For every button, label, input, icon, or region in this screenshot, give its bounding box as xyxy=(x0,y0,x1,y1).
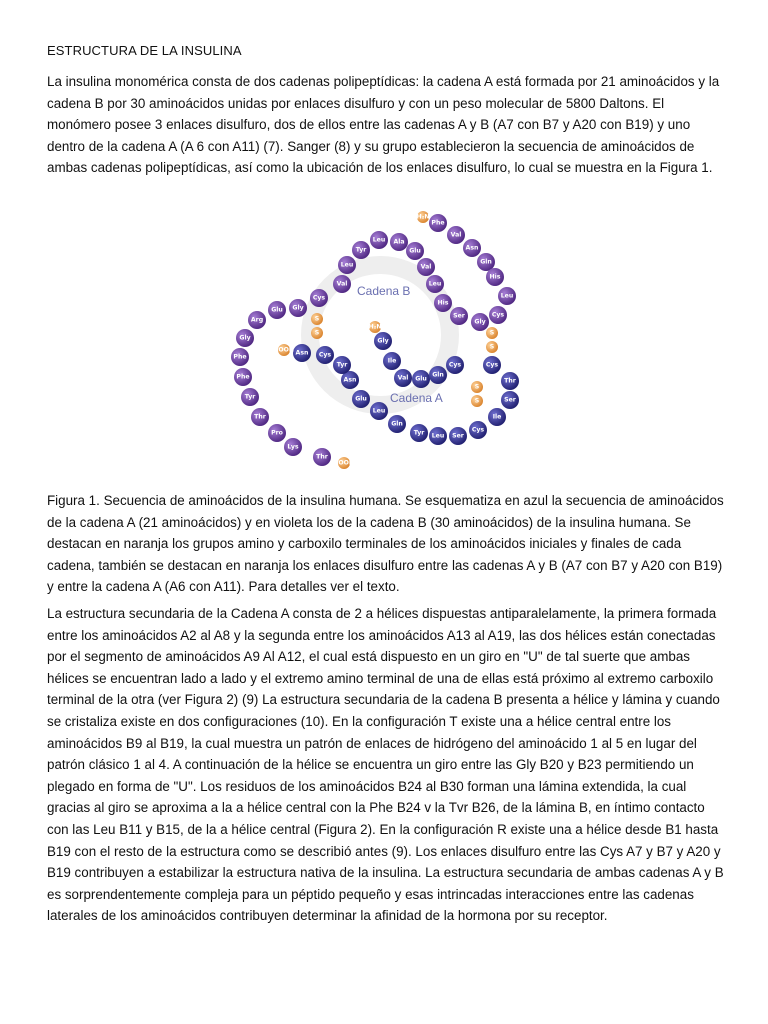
chain-a-residue-19-label: Tyr xyxy=(336,361,348,369)
ss-a6-a11-upper xyxy=(471,381,483,393)
chain-a-residue-2 xyxy=(383,352,401,370)
chain-a-residue-11-label: Cys xyxy=(471,426,485,434)
chain-a-residue-2-label: Ile xyxy=(387,357,397,365)
chain-b-residue-28 xyxy=(268,424,286,442)
chain-a-residue-10 xyxy=(488,408,506,426)
chain-b-residue-25 xyxy=(234,368,252,386)
chain-a-label: Cadena A xyxy=(390,391,443,405)
chain-a-residue-1 xyxy=(374,332,392,350)
chain-a-residue-18-label: Asn xyxy=(343,376,357,384)
chain-b-residue-19 xyxy=(310,289,328,307)
chain-b-residue-26-label: Tyr xyxy=(244,393,256,401)
chain-b-residue-18 xyxy=(333,275,351,293)
chain-b-residue-13-label: Glu xyxy=(409,247,421,255)
chain-a-residue-4 xyxy=(412,370,430,388)
chain-a-residue-6-label: Cys xyxy=(448,361,462,369)
chain-a-residue-15-label: Gln xyxy=(391,420,403,428)
chain-b-residue-19-label: Cys xyxy=(312,294,326,302)
chain-a-residue-1-label: Gly xyxy=(377,337,389,345)
chain-a-residue-14-label: Tyr xyxy=(413,429,425,437)
chain-b-amino-terminal xyxy=(416,211,429,223)
chain-b-carboxyl-terminal xyxy=(334,457,354,469)
chain-b-residue-10-label: His xyxy=(437,299,449,307)
chain-b-residue-17 xyxy=(338,256,356,274)
chain-b-amino-terminal-label: H₂N xyxy=(416,213,430,221)
chain-b-residue-30 xyxy=(313,448,331,466)
chain-a-residue-16-label: Leu xyxy=(372,407,386,415)
chain-b-residue-27-label: Thr xyxy=(254,413,266,421)
chain-a-residue-12-label: Ser xyxy=(452,432,464,440)
chain-a-residue-17 xyxy=(352,390,370,408)
ss-a20-b19-upper xyxy=(486,327,498,339)
chain-b-residue-16-label: Tyr xyxy=(355,246,367,254)
chain-a-residue-13 xyxy=(429,427,447,445)
chain-b-residue-26 xyxy=(241,388,259,406)
chain-b-residue-18-label: Val xyxy=(336,280,348,288)
chain-b-residue-23-label: Gly xyxy=(239,334,251,342)
chain-a-residue-8 xyxy=(501,372,519,390)
chain-a-amino-terminal-label: H₂N xyxy=(368,323,382,331)
ss-a6-a11-lower xyxy=(471,395,483,407)
chain-b-label: Cadena B xyxy=(357,284,411,298)
chain-a-residue-15 xyxy=(388,415,406,433)
chain-b-residue-4-label: Gln xyxy=(480,258,492,266)
chain-b-residue-24 xyxy=(231,348,249,366)
chain-a-residue-7 xyxy=(483,356,501,374)
chain-b-residue-22-label: Arg xyxy=(250,316,264,324)
chain-b-residue-25-label: Phe xyxy=(236,373,250,381)
chain-a-residue-19 xyxy=(333,356,351,374)
chain-a-residue-10-label: Ile xyxy=(492,413,502,421)
chain-b-residue-9-label: Ser xyxy=(453,312,465,320)
chain-a-carboxyl-terminal xyxy=(274,344,294,356)
chain-b-residue-3 xyxy=(463,239,481,257)
chain-b-residue-20 xyxy=(289,299,307,317)
chain-b-residue-4 xyxy=(477,253,495,271)
chain-a-residue-8-label: Thr xyxy=(504,377,516,385)
ss-a6-a11-lower-label: S xyxy=(474,397,480,405)
chain-a-residue-20 xyxy=(316,346,334,364)
chain-a-residue-3 xyxy=(394,369,412,387)
chain-a-amino-terminal xyxy=(368,321,381,333)
chain-b-residue-5 xyxy=(486,268,504,286)
ss-a7-b7-upper xyxy=(311,313,323,325)
chain-b-residue-28-label: Pro xyxy=(271,429,283,437)
chain-a-residue-21 xyxy=(293,344,311,362)
chain-b-residue-21 xyxy=(268,301,286,319)
chain-a-residue-11 xyxy=(469,421,487,439)
chain-a-residue-16 xyxy=(370,402,388,420)
paragraph-secondary-structure: La estructura secundaria de la Cadena A consta de 2 a hélices dispuestas antiparalelamente, la primera formada entre los aminoácidos A2 al A8 y la segunda entre los aminoácidos A13 al A19, las dos hélices están conectadas por el segmento de aminoácidos A9 Al A12, el cual está dispuesto en un giro en "U" de tal suerte que ambas hélices se encuentran lado a lado y el extremo amino terminal de una de ellas está próximo al extremo carboxilo terminal de la otra (ver Figura 2) (9) La estructura secundaria de la cadena B presenta a hélice y lámina y cuando se cristaliza existe en dos configuraciones (10). En la configuración T existe una a hélice central entre los aminoácidos B9 al B19, la cual muestra un patrón de enlaces de hidrógeno del aminoácido 1 al 5 en lugar del patrón clásico 1 al 4. A continuación de la hélice se encuentra un giro entre las Gly B20 y B23 permitiendo un plegado en forma de "U". Los residuos de los aminoácidos B24 al B30 forman una lámina extendida, la cual gracias al giro se aproxima a la a hélice central con la Phe B24 v la Tvr B26, de la lámina B, en íntimo contacto con las Leu B11 y B15, de la a hélice central (Figura 2). En la configuración R existe una a hélice desde B1 hasta B19 con el resto de la estructura como se describió antes (9). Los enlaces disulfuro entre las Cys A7 y B7 y A20 y B19 contribuyen a estabilizar la estructura nativa de la insulina. La estructura secundaria de ambas cadenas A y B es sorprendentemente compleja para un péptido pequeño y esas intrincadas interacciones entre las cadenas laterales de los aminoácidos contribuyen determinar la afinidad de la hormona por su receptor. xyxy=(47,606,724,924)
chain-b-residue-3-label: Asn xyxy=(465,244,479,252)
ss-a7-b7-lower-label: S xyxy=(314,329,320,337)
chain-b-residue-23 xyxy=(236,329,254,347)
chain-a-residue-4-label: Glu xyxy=(415,375,427,383)
ss-a7-b7-upper-label: S xyxy=(314,315,320,323)
figure-caption: Figura 1. Secuencia de aminoácidos de la insulina humana. Se esquematiza en azul la secuencia de aminoácidos de la cadena A (21 aminoácidos) y en violeta los de la cadena B (30 aminoácidos) de la insulina humana. Se destacan en naranja los grupos amino y carboxilo terminales de los aminoácidos iniciales y finales de cada cadena, también se destacan en naranja los enlaces disulfuro entre las cadenas A y B (A7 con B7 y A20 con B19) y entre la cadena A (A6 con A11). Para detalles ver el texto. xyxy=(47,493,724,595)
paragraph-intro: La insulina monomérica consta de dos cadenas polipeptídicas: la cadena A está formada por 21 aminoácidos y la cadena B por 30 aminoácidos unidas por enlaces disulfuro y con un peso molecular de 5800 Daltons. El monómero posee 3 enlaces disulfuro, dos de ellos entre las cadenas A y B (A7 con B7 y A20 con B19) y uno dentro de la cadena A (A 6 con A11) (7). Sanger (8) y su grupo establecieron la secuencia de aminoácidos de ambas cadenas polipeptídicas, así como la ubicación de los enlaces disulfuro, lo cual se muestra en la Figura 1. xyxy=(47,74,720,176)
chain-b-residue-29-label: Lys xyxy=(287,443,299,451)
insulin-structure-figure xyxy=(230,205,530,475)
chain-b-residue-2 xyxy=(447,226,465,244)
chain-b-residue-30-label: Thr xyxy=(316,453,328,461)
insulin-diagram xyxy=(230,205,530,475)
chain-a-residue-17-label: Glu xyxy=(355,395,367,403)
chain-b-residue-6 xyxy=(498,287,516,305)
chain-b-residue-5-label: His xyxy=(489,273,501,281)
chain-b-residue-21-label: Glu xyxy=(271,306,283,314)
chain-b-residue-2-label: Val xyxy=(450,231,462,239)
chain-b-residue-15-label: Leu xyxy=(372,236,386,244)
chain-b-residue-7-label: Cys xyxy=(491,311,505,319)
chain-b-residue-17-label: Leu xyxy=(340,261,354,269)
chain-b-residue-1 xyxy=(429,214,447,232)
chain-b-residue-14 xyxy=(390,233,408,251)
ss-a20-b19-upper-label: S xyxy=(489,329,495,337)
chain-a-residue-12 xyxy=(449,427,467,445)
chain-a-residue-13-label: Leu xyxy=(431,432,445,440)
chain-b-residue-7 xyxy=(489,306,507,324)
ss-a20-b19-lower-label: S xyxy=(489,343,495,351)
chain-b-residue-22 xyxy=(248,311,266,329)
chain-b-residue-29 xyxy=(284,438,302,456)
chain-b-residue-1-label: Phe xyxy=(431,219,445,227)
chain-b-residue-10 xyxy=(434,294,452,312)
chain-a-residue-14 xyxy=(410,424,428,442)
chain-b-residue-15 xyxy=(370,231,388,249)
chain-a-residue-7-label: Cys xyxy=(485,361,499,369)
chain-b-residue-20-label: Gly xyxy=(292,304,304,312)
chain-b-residue-24-label: Phe xyxy=(233,353,247,361)
ss-a20-b19-lower xyxy=(486,341,498,353)
chain-a-residue-6 xyxy=(446,356,464,374)
chain-b-residue-11-label: Leu xyxy=(428,280,442,288)
chain-a-carboxyl-terminal-label: COOH xyxy=(273,346,295,354)
chain-b-residue-12-label: Val xyxy=(420,263,432,271)
chain-a-residue-5-label: Gln xyxy=(432,371,444,379)
chain-a-residue-21-label: Asn xyxy=(295,349,309,357)
chain-a-residue-5 xyxy=(429,366,447,384)
chain-b-carboxyl-terminal-label: COOH xyxy=(333,459,355,467)
chain-a-residue-20-label: Cys xyxy=(318,351,332,359)
chain-b-residue-16 xyxy=(352,241,370,259)
chain-b-residue-8 xyxy=(471,313,489,331)
chain-b-residue-27 xyxy=(251,408,269,426)
chain-b-residue-9 xyxy=(450,307,468,325)
ss-a7-b7-lower xyxy=(311,327,323,339)
chain-b-residue-14-label: Ala xyxy=(393,238,405,246)
chain-a-residue-9-label: Ser xyxy=(504,396,516,404)
chain-a-residue-9 xyxy=(501,391,519,409)
chain-a-residue-3-label: Val xyxy=(397,374,409,382)
chain-b-residue-11 xyxy=(426,275,444,293)
chain-b-residue-13 xyxy=(406,242,424,260)
chain-b-residue-8-label: Gly xyxy=(474,318,486,326)
ss-a6-a11-upper-label: S xyxy=(474,383,480,391)
chain-b-residue-12 xyxy=(417,258,435,276)
chain-b-residue-6-label: Leu xyxy=(500,292,514,300)
document-title: ESTRUCTURA DE LA INSULINA xyxy=(47,43,242,58)
